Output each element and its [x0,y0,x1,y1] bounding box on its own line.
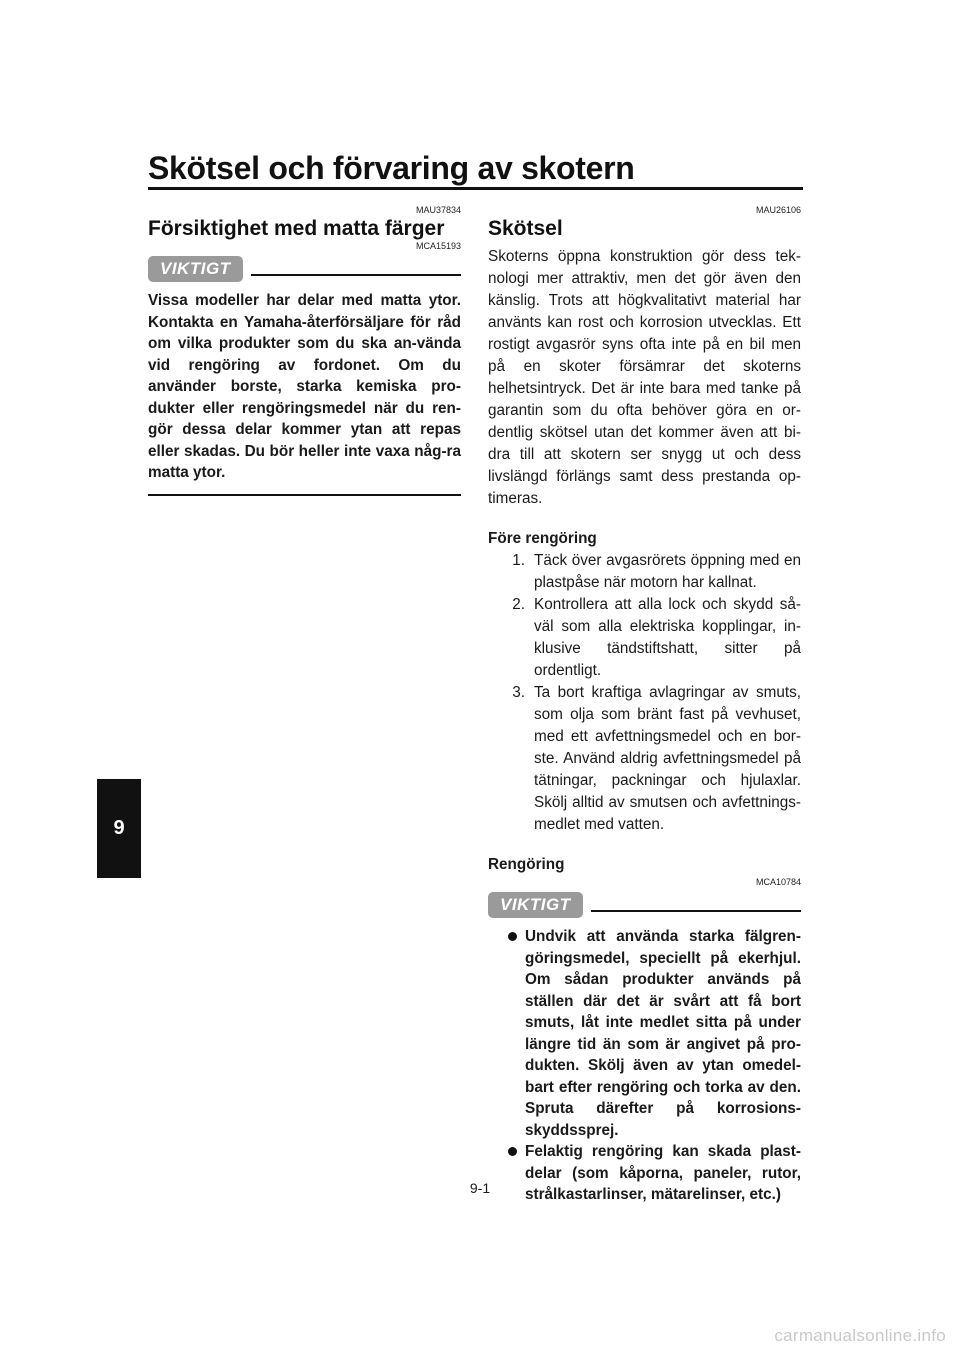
step-text: Kontrollera att alla lock och skydd så-väl som alla elektriska kopplingar, in-klusive tändstiftshatt, sitter på ordentligt. [534,596,801,679]
notice-code: MCA10784 [755,877,801,887]
chapter-tab: 9 [97,779,141,878]
section-code: MAU26106 [755,205,801,215]
page-number: 9-1 [469,1180,491,1196]
notice-code: MCA15193 [415,241,461,251]
watermark: carmanualsonline.info [774,1326,946,1345]
notice-header [148,254,461,284]
section-code: MAU37834 [415,205,461,215]
title-rule [148,187,803,190]
step-number: 1. [512,552,525,569]
step-text: Täck över avgasrörets öppning med en plastpåse när motorn har kallnat. [534,552,801,591]
right-column [488,204,801,1206]
left-column [148,204,461,496]
bullet-text: Felaktig rengöring kan skada plast-delar (som kåporna, paneler, rutor, strålkastarlinser, mätarelinser, etc.) [525,1143,801,1203]
page-title: Skötsel och förvaring av skotern [148,150,635,186]
intro-paragraph: Skoterns öppna konstruktion gör dess tek-nologi mer attraktiv, men det gör även den känslig. Trots att högkvalitativt material har använts kan rost och korrosion utvecklas. Ett rostigt avgasrör syns ofta inte på en bil men på en skoter försämrar det skoterns helhetsintryck. Det är inte bara med tanke på garantin som du ofta behöver göra en or-dentlig skötsel utan det kommer även att bi-dra till att skotern ser snygg ut och dess livslängd förlängs samt dess prestanda op-timeras. [488,248,801,507]
notice-end-rule [148,494,461,496]
notice-rule [591,910,801,912]
list-item [488,594,801,682]
viktigt-badge: VIKTIGT [488,892,583,918]
section-heading-matte-colors: Försiktighet med matta färger [148,217,445,240]
subheading-cleaning: Rengöring [488,856,565,873]
step-number: 2. [512,596,525,613]
notice-bullets [488,926,801,1206]
viktigt-badge: VIKTIGT [148,256,243,282]
step-number: 3. [512,684,525,701]
list-item [488,682,801,836]
step-text: Ta bort kraftiga avlagringar av smuts, som olja som bränt fast på vevhuset, med ett avfettningsmedel och en bor-ste. Använd aldrig avfettningsmedel på tätningar, packningar och hjulaxlar. Skölj alltid av smutsen och avfettnings-medlet med vatten. [534,684,801,833]
bullet-icon [488,926,525,1141]
list-item [488,550,801,594]
list-item [488,926,801,1141]
subheading-before-cleaning: Före rengöring [488,530,597,547]
notice-header [488,890,801,920]
notice-rule [251,274,461,276]
bullet-text: Undvik att använda starka fälgren-göringsmedel, speciellt på ekerhjul. Om sådan produkter används på ställen där det är svårt att få bort smuts, låt inte medlet sitta på under längre tid än som är angivet på pro-dukten. Skölj även av ytan omedel-bart efter rengöring och torka av den. Spruta därefter på korrosions-skyddssprej. [525,928,801,1139]
steps-list [488,550,801,836]
notice-text: Vissa modeller har delar med matta ytor. Kontakta en Yamaha-återförsäljare för råd om vilka produkter som du ska an-vända vid rengöring av fordonet. Om du använder borste, starka kemiska pro-dukter eller rengöringsmedel när du ren-gör dessa delar kommer ytan att repas eller skadas. Du bör heller inte vaxa någ-ra matta ytor. [148,292,461,481]
section-heading-care: Skötsel [488,217,563,240]
